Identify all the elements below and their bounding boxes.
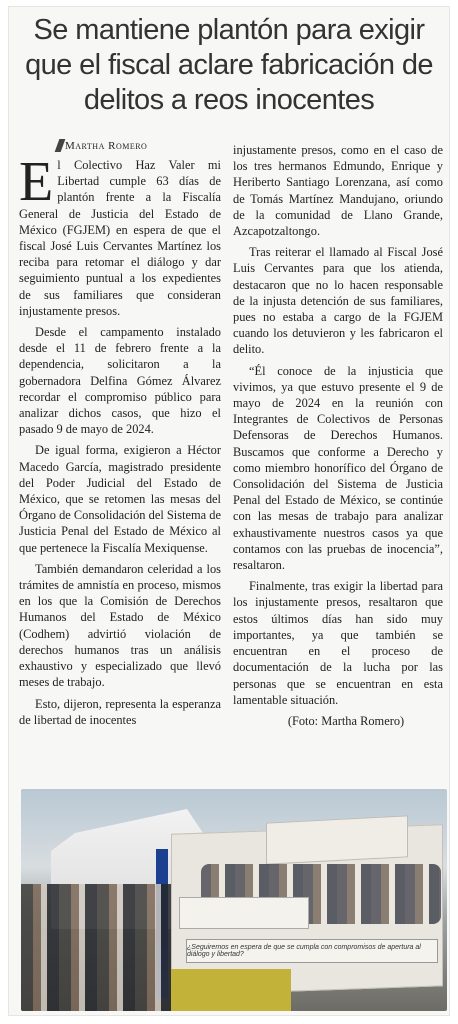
photo-credit: (Foto: Martha Romero) [287, 713, 405, 728]
article-column-1 [19, 151, 221, 733]
banner-top-sign [266, 815, 408, 864]
paragraph-1-text: l Colectivo Haz Valer mi Libertad cumple 63 días de plantón frente a la Fiscalía General de Justicia del Estado de México (FGJEM) en espera de que el fiscal José Luis Cervantes Martínez los reciba para retomar el diálogo y dar seguimiento puntual a los expedientes de sus familiares que consideran injustamente presos. [19, 158, 221, 318]
paragraph-9: Finalmente, tras exigir la libertad para los injustamente presos, resaltaron que estos últimos días han sido muy importantes, ya que también se encuentran en el proceso de documentación de la lucha por las personas que se encuentran en esta lamentable situación. [233, 579, 443, 707]
yellow-board [171, 969, 291, 1011]
newspaper-clipping [8, 6, 450, 1016]
paragraph-8: “Él conoce de la injusticia que vivimos, ya que estuvo presente el 9 de mayo de 2024 en la reunión con Integrantes de Colectivos de Personas Defensoras de Derechos Humanos. Buscamos que conforme a Derecho y como miembro honorífico del Órgano de Consolidación del Sistema de Justicia Penal del Estado de México, se continúe con las mesas de trabajo para analizar exhaustivamente nuestros casos ya que contamos con las pruebas de inocencia”, resaltaron. [233, 363, 443, 573]
paragraph-1 [19, 151, 221, 319]
paragraph-5: Esto, dijeron, representa la esperanza de libertad de inocentes [19, 696, 221, 727]
protest-photo [21, 789, 447, 1011]
article-column-2 [233, 142, 443, 734]
paragraph-7: Tras reiterar el llamado al Fiscal José Luis Cervantes para que los atienda, destacaron que no lo hacen responsable de la injusta detención de sus familiares, pues no estaba a cargo de la FGJEM cuando los detuvieron y les fabricaron el delito. [233, 245, 443, 357]
small-sign [179, 897, 309, 929]
byline: Martha Romero [65, 140, 148, 152]
banner-text: ¿Seguiremos en espera de que se cumpla con compromisos de apertura al diálogo y libertad? [186, 939, 438, 963]
paragraph-2: Desde el campamento instalado desde el 11 de febrero frente a la dependencia, solicitaron a la gobernadora Delfina Gómez Álvarez recordar el compromiso público para analizar dichos casos, que hizo el pasado 9 de mayo de 2024. [19, 325, 221, 437]
drop-cap: E [19, 151, 54, 213]
paragraph-3: De igual forma, exigieron a Héctor Macedo García, magistrado presidente del Poder Judicial del Estado de México, que se retomen las mesas del Órgano de Consolidación del Sistema de Justicia Penal del Estado de México al que pertenece la Fiscalía Mexiquense. [19, 443, 221, 555]
byline-slash-icon [55, 139, 66, 152]
crowd [21, 884, 171, 1011]
paragraph-4: También demandaron celeridad a los trámites de amnistía en proceso, mismos en los que la Comisión de Derechos Humanos del Estado de México (Codhem) advirtió violación de derechos humanos tras un análisis exhaustivo y especializado que llevó meses de trabajo. [19, 561, 221, 690]
paragraph-6: injustamente presos, como en el caso de los tres hermanos Edmundo, Enrique y Heriberto Santiago Lorenzana, así como de Tomás Martínez Mandujano, oriundo de la comunidad de Llano Grande, Azcapotzaltongo. [233, 143, 443, 239]
headline: Se mantiene plantón para exigir que el fiscal aclare fabricación de delitos a reos inocentes [25, 14, 433, 116]
